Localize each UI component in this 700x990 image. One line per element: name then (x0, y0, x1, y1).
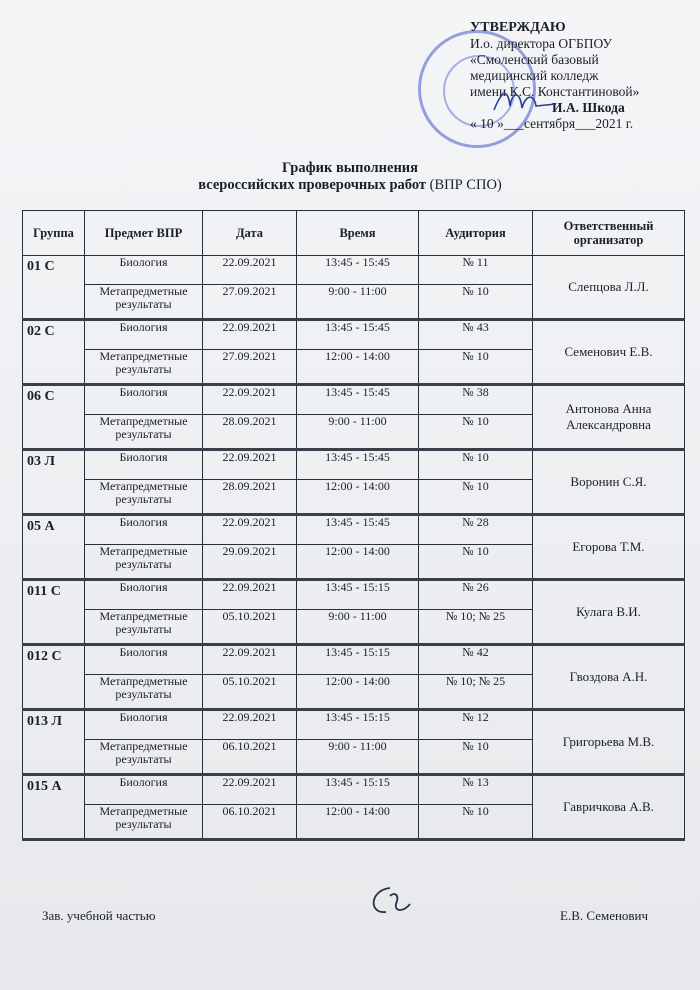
approval-line: медицинский колледж (470, 68, 599, 83)
date-cell: 22.09.2021 (203, 580, 297, 610)
approval-date: « 10 »___сентября___2021 г. (470, 116, 634, 131)
date-cell: 06.10.2021 (203, 740, 297, 775)
responsible-cell: Гвоздова А.Н. (533, 645, 685, 710)
subject-cell: Метапредметные результаты (85, 805, 203, 840)
footer-position: Зав. учебной частью (42, 908, 156, 923)
group-cell: 03 Л (23, 450, 85, 515)
group-cell: 06 С (23, 385, 85, 450)
room-cell: № 43 (419, 320, 533, 350)
table-row (23, 515, 685, 545)
date-cell: 22.09.2021 (203, 256, 297, 285)
room-cell: № 10 (419, 740, 533, 775)
subject-cell: Метапредметные результаты (85, 350, 203, 385)
responsible-cell: Григорьева М.В. (533, 710, 685, 775)
time-cell: 9:00 - 11:00 (297, 415, 419, 450)
approval-heading: УТВЕРЖДАЮ (470, 20, 566, 35)
time-cell: 13:45 - 15:15 (297, 775, 419, 805)
date-cell: 22.09.2021 (203, 320, 297, 350)
time-cell: 13:45 - 15:45 (297, 320, 419, 350)
time-cell: 13:45 - 15:15 (297, 580, 419, 610)
subject-cell: Биология (85, 385, 203, 415)
table-row (23, 450, 685, 480)
subject-cell: Метапредметные результаты (85, 480, 203, 515)
time-cell: 13:45 - 15:15 (297, 645, 419, 675)
room-cell: № 10 (419, 285, 533, 320)
table-row (23, 385, 685, 415)
room-cell: № 10 (419, 545, 533, 580)
responsible-cell: Слепцова Л.Л. (533, 256, 685, 320)
table-row (23, 710, 685, 740)
date-cell: 05.10.2021 (203, 610, 297, 645)
time-cell: 9:00 - 11:00 (297, 610, 419, 645)
room-cell: № 10 (419, 480, 533, 515)
subject-cell: Метапредметные результаты (85, 675, 203, 710)
date-cell: 27.09.2021 (203, 285, 297, 320)
time-cell: 9:00 - 11:00 (297, 285, 419, 320)
table-header-row (23, 211, 685, 256)
date-cell: 22.09.2021 (203, 710, 297, 740)
subject-cell: Метапредметные результаты (85, 285, 203, 320)
schedule-table (22, 210, 685, 841)
time-cell: 13:45 - 15:45 (297, 515, 419, 545)
group-cell: 02 С (23, 320, 85, 385)
subject-cell: Биология (85, 515, 203, 545)
responsible-cell: Антонова Анна Александровна (533, 385, 685, 450)
approval-line: «Смоленский базовый (470, 52, 599, 67)
table-row (23, 320, 685, 350)
group-cell: 05 А (23, 515, 85, 580)
room-cell: № 11 (419, 256, 533, 285)
time-cell: 13:45 - 15:45 (297, 256, 419, 285)
responsible-cell: Кулага В.И. (533, 580, 685, 645)
table-row (23, 580, 685, 610)
room-cell: № 38 (419, 385, 533, 415)
time-cell: 12:00 - 14:00 (297, 675, 419, 710)
table-row (23, 256, 685, 285)
footer-signatory: Е.В. Семенович (560, 908, 649, 923)
group-cell: 012 С (23, 645, 85, 710)
time-cell: 12:00 - 14:00 (297, 350, 419, 385)
column-header: Дата (203, 211, 297, 256)
room-cell: № 12 (419, 710, 533, 740)
column-header: Группа (23, 211, 85, 256)
room-cell: № 10; № 25 (419, 610, 533, 645)
title-line-2: всероссийских проверочных работ (198, 177, 427, 193)
room-cell: № 26 (419, 580, 533, 610)
date-cell: 06.10.2021 (203, 805, 297, 840)
subject-cell: Биология (85, 580, 203, 610)
date-cell: 28.09.2021 (203, 480, 297, 515)
room-cell: № 10 (419, 805, 533, 840)
group-cell: 015 А (23, 775, 85, 840)
date-cell: 22.09.2021 (203, 515, 297, 545)
subject-cell: Биология (85, 256, 203, 285)
date-cell: 28.09.2021 (203, 415, 297, 450)
time-cell: 12:00 - 14:00 (297, 805, 419, 840)
time-cell: 13:45 - 15:15 (297, 710, 419, 740)
date-cell: 05.10.2021 (203, 675, 297, 710)
subject-cell: Метапредметные результаты (85, 740, 203, 775)
date-cell: 22.09.2021 (203, 385, 297, 415)
room-cell: № 10 (419, 350, 533, 385)
responsible-cell: Гавричкова А.В. (533, 775, 685, 840)
table-row (23, 775, 685, 805)
responsible-cell: Воронин С.Я. (533, 450, 685, 515)
group-cell: 01 С (23, 256, 85, 320)
title-line-1: График выполнения (281, 160, 419, 176)
subject-cell: Биология (85, 450, 203, 480)
date-cell: 22.09.2021 (203, 450, 297, 480)
responsible-cell: Семенович Е.В. (533, 320, 685, 385)
subject-cell: Метапредметные результаты (85, 415, 203, 450)
table-row (23, 645, 685, 675)
column-header: Время (297, 211, 419, 256)
subject-cell: Биология (85, 710, 203, 740)
column-header: Аудитория (419, 211, 533, 256)
title-suffix: (ВПР СПО) (426, 177, 502, 193)
time-cell: 12:00 - 14:00 (297, 545, 419, 580)
time-cell: 12:00 - 14:00 (297, 480, 419, 515)
director-signature (490, 84, 560, 118)
date-cell: 29.09.2021 (203, 545, 297, 580)
time-cell: 13:45 - 15:45 (297, 385, 419, 415)
footer-signature (360, 882, 420, 922)
column-header: Предмет ВПР (85, 211, 203, 256)
responsible-cell: Егорова Т.М. (533, 515, 685, 580)
group-cell: 013 Л (23, 710, 85, 775)
approval-signatory: И.А. Шкода (552, 100, 625, 115)
room-cell: № 42 (419, 645, 533, 675)
subject-cell: Биология (85, 320, 203, 350)
room-cell: № 10 (419, 450, 533, 480)
group-cell: 011 С (23, 580, 85, 645)
room-cell: № 13 (419, 775, 533, 805)
time-cell: 9:00 - 11:00 (297, 740, 419, 775)
date-cell: 22.09.2021 (203, 645, 297, 675)
approval-line: И.о. директора ОГБПОУ (470, 36, 613, 51)
subject-cell: Метапредметные результаты (85, 610, 203, 645)
table-body (23, 256, 685, 840)
room-cell: № 28 (419, 515, 533, 545)
document-title (0, 160, 700, 194)
subject-cell: Биология (85, 645, 203, 675)
time-cell: 13:45 - 15:45 (297, 450, 419, 480)
column-header: Ответственный организатор (533, 211, 685, 256)
date-cell: 27.09.2021 (203, 350, 297, 385)
approval-line: имени К.С. Константиновой» (470, 84, 640, 99)
date-cell: 22.09.2021 (203, 775, 297, 805)
subject-cell: Биология (85, 775, 203, 805)
room-cell: № 10; № 25 (419, 675, 533, 710)
room-cell: № 10 (419, 415, 533, 450)
subject-cell: Метапредметные результаты (85, 545, 203, 580)
